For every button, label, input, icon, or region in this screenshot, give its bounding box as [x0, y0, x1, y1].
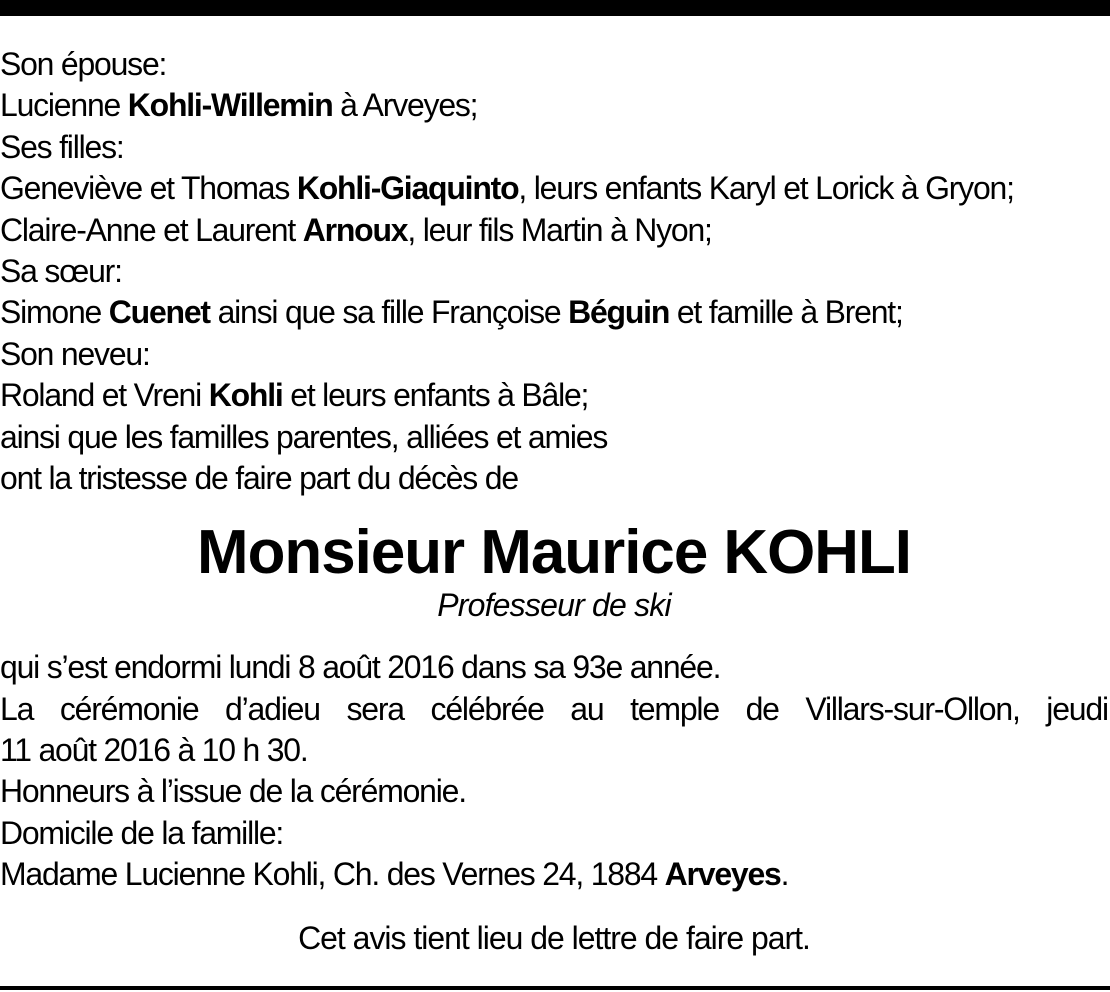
wife-line	[0, 85, 1106, 126]
nephew-heading: Son neveu:	[0, 335, 150, 372]
sister-heading: Sa sœur:	[0, 252, 122, 289]
sister-surname: Cuenet	[108, 294, 210, 331]
address-town: Arveyes	[664, 856, 781, 893]
deceased-name: Monsieur Maurice KOHLI	[197, 518, 911, 588]
daughter2-line	[0, 210, 1106, 251]
ceremony-word: célébrée	[430, 690, 544, 727]
ceremony-date-line: 11 août 2016 à 10 h 30.	[0, 732, 308, 769]
top-rule	[0, 0, 1110, 16]
sister-middle: ainsi que sa fille Françoise	[209, 294, 569, 331]
announcement-line: ont la tristesse de faire part du décès de	[0, 459, 518, 496]
address-text: Madame Lucienne Kohli, Ch. des Vernes 24, 1884	[0, 856, 665, 893]
honours-line: Honneurs à l’issue de la cérémonie.	[0, 773, 466, 810]
wife-heading: Son épouse:	[0, 46, 167, 82]
ceremony-word: jeudi	[1046, 690, 1108, 727]
obituary-notice	[0, 44, 1108, 958]
death-line: qui s’est endormi lundi 8 août 2016 dans sa 93e année.	[0, 649, 721, 686]
niece-surname: Béguin	[568, 294, 670, 331]
daughter2-rest: , leur fils Martin à Nyon;	[407, 211, 712, 248]
wife-place: à Arveyes;	[332, 87, 478, 124]
nephew-line	[0, 375, 1106, 416]
bottom-rule	[0, 986, 1110, 990]
daughter1-first: Geneviève et Thomas	[0, 170, 297, 207]
wife-surname: Kohli-Willemin	[127, 87, 333, 124]
sister-line	[0, 292, 1106, 333]
daughter1-rest: , leurs enfants Karyl et Lorick à Gryon;	[518, 170, 1014, 207]
ceremony-word: sera	[346, 690, 404, 727]
domicile-heading: Domicile de la famille:	[0, 814, 284, 851]
funeral-details	[0, 647, 1108, 895]
ceremony-line	[0, 689, 1108, 730]
ceremony-word: temple	[630, 690, 719, 727]
nephew-rest: et leurs enfants à Bâle;	[282, 377, 589, 414]
wife-first: Lucienne	[0, 87, 128, 124]
deceased-profession: Professeur de ski	[437, 587, 671, 624]
ceremony-word: cérémonie	[59, 690, 199, 727]
nephew-first: Roland et Vreni	[0, 377, 209, 414]
daughters-heading: Ses filles:	[0, 128, 124, 165]
sister-first: Simone	[0, 294, 109, 331]
nephew-surname: Kohli	[208, 377, 283, 414]
daughter2-surname: Arnoux	[302, 211, 408, 248]
ceremony-word: La	[0, 690, 34, 727]
address-line	[0, 854, 1106, 895]
sister-rest: et famille à Brent;	[669, 294, 903, 331]
closing-note: Cet avis tient lieu de lettre de faire part.	[298, 919, 810, 956]
address-end: .	[780, 856, 789, 893]
daughter1-surname: Kohli-Giaquinto	[296, 170, 519, 207]
deceased-block	[0, 518, 1108, 625]
ceremony-word: d’adieu	[225, 690, 320, 727]
ceremony-word: au	[570, 690, 604, 727]
ceremony-word: de	[745, 690, 779, 727]
daughter1-line	[0, 168, 1106, 209]
relatives-line: ainsi que les familles parentes, alliées et amies	[0, 418, 608, 455]
ceremony-word: Villars-sur-Ollon,	[805, 690, 1020, 727]
daughter2-first: Claire-Anne et Laurent	[0, 211, 303, 248]
